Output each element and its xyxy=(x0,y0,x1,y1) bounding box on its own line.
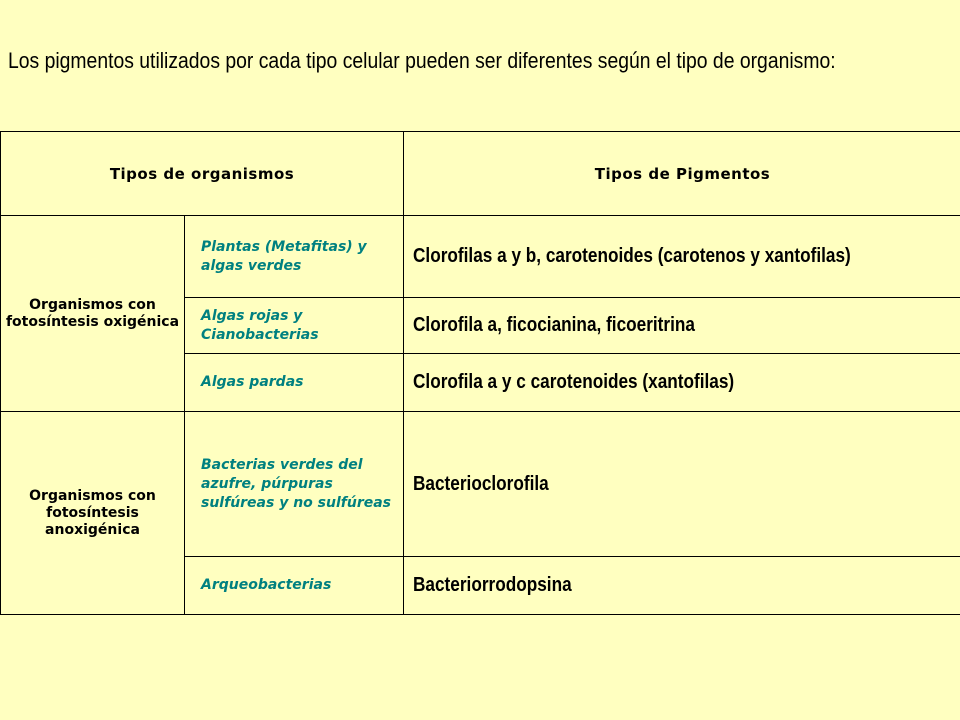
group-label-anoxygenic: Organismos con fotosíntesis anoxigénica xyxy=(1,412,185,615)
pigment-text: Bacteriorrodopsina xyxy=(413,574,572,596)
organism-cell: Plantas (Metafitas) y algas verdes xyxy=(185,216,404,298)
header-pigment-types: Tipos de Pigmentos xyxy=(404,132,960,216)
table-row xyxy=(1,216,960,298)
pigment-cell xyxy=(404,412,960,557)
pigment-text: Clorofila a y c carotenoides (xantofilas) xyxy=(413,371,735,393)
pigment-cell xyxy=(404,298,960,354)
pigment-text: Clorofilas a y b, carotenoides (carotenos y xantofilas) xyxy=(413,245,851,267)
header-organism-types: Tipos de organismos xyxy=(1,132,404,216)
intro-text: Los pigmentos utilizados por cada tipo celular pueden ser diferentes según el tipo de organismo: xyxy=(8,48,836,73)
pigment-cell xyxy=(404,557,960,615)
table-header-row xyxy=(1,132,960,216)
organism-cell: Algas rojas y Cianobacterias xyxy=(185,298,404,354)
organism-cell: Arqueobacterias xyxy=(185,557,404,615)
pigment-cell xyxy=(404,216,960,298)
organism-cell: Algas pardas xyxy=(185,354,404,412)
group-label-oxygenic: Organismos con fotosíntesis oxigénica xyxy=(1,216,185,412)
pigment-cell xyxy=(404,354,960,412)
pigment-text: Bacterioclorofila xyxy=(413,472,549,495)
pigments-table xyxy=(0,131,960,615)
pigment-text: Clorofila a, ficocianina, ficoeritrina xyxy=(413,314,695,336)
table-row xyxy=(1,412,960,557)
organism-cell: Bacterias verdes del azufre, púrpuras sulfúreas y no sulfúreas xyxy=(185,412,404,557)
